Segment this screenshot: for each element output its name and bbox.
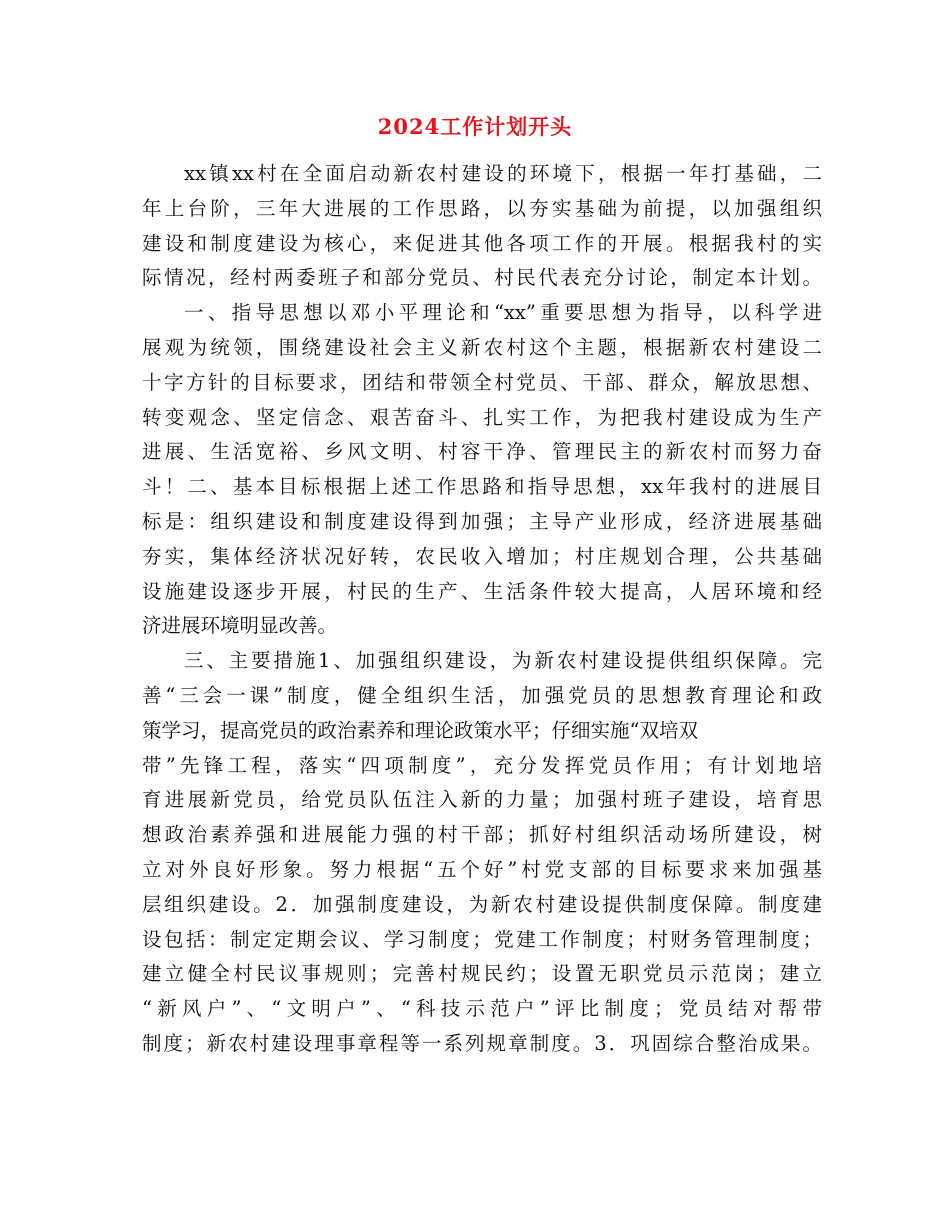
text-line: 际情况，经村两委班子和部分党员、村民代表充分讨论，制定本计划。 (142, 266, 822, 290)
text-line: 十字方针的目标要求，团结和带领全村党员、干部、群众，解放思想、 (142, 370, 822, 394)
text-line: 策学习，提高党员的政治素养和理论政策水平；仔细实施“双培双 (142, 718, 698, 742)
text-line: 制度；新农村建设理事章程等一系列规章制度。3．巩固综合整治成果。 (142, 1031, 822, 1055)
text-line: 济进展环境明显改善。 (142, 614, 338, 638)
text-line: 设施建设逐步开展，村民的生产、生活条件较大提高，人居环境和经 (142, 579, 822, 603)
text-line: 三、主要措施1、加强组织建设，为新农村建设提供组织保障。完 (184, 649, 822, 673)
text-line: 建立健全村民议事规则；完善村规民约；设置无职党员示范岗；建立 (142, 962, 822, 986)
text-line: 善“三会一课”制度，健全组织生活，加强党员的思想教育理论和政 (142, 683, 822, 707)
text-line: “新风户”、“文明户”、“科技示范户”评比制度；党员结对帮带 (142, 997, 822, 1021)
text-line: 带”先锋工程，落实“四项制度”，充分发挥党员作用；有计划地培 (142, 753, 822, 777)
text-line: 设包括：制定定期会议、学习制度；党建工作制度；村财务管理制度； (142, 927, 822, 951)
text-line: 年上台阶，三年大进展的工作思路，以夯实基础为前提，以加强组织 (142, 196, 822, 220)
text-line: 建设和制度建设为核心，来促进其他各项工作的开展。根据我村的实 (142, 231, 822, 255)
text-line: 层组织建设。2．加强制度建设，为新农村建设提供制度保障。制度建 (142, 892, 822, 916)
document-title: 2024工作计划开头 (377, 114, 573, 139)
text-line: 斗！二、基本目标根据上述工作思路和指导思想，xx年我村的进展目 (142, 475, 822, 499)
text-line: 标是：组织建设和制度建设得到加强；主导产业形成，经济进展基础 (142, 509, 822, 533)
text-line: 展观为统领，围绕建设社会主义新农村这个主题，根据新农村建设二 (142, 335, 822, 359)
text-line: xx镇xx村在全面启动新农村建设的环境下，根据一年打基础，二 (184, 162, 822, 185)
text-line: 立对外良好形象。努力根据“五个好”村党支部的目标要求来加强基 (142, 857, 822, 881)
text-line: 转变观念、坚定信念、艰苦奋斗、扎实工作，为把我村建设成为生产 (142, 405, 822, 429)
text-line: 进展、生活宽裕、乡风文明、村容干净、管理民主的新农村而努力奋 (142, 440, 822, 464)
text-line: 一、指导思想以邓小平理论和“xx”重要思想为指导，以科学进 (184, 301, 822, 325)
document-body (142, 157, 822, 1062)
text-line: 育进展新党员，给党员队伍注入新的力量；加强村班子建设，培育思 (142, 788, 822, 812)
text-line: 夯实，集体经济状况好转，农民收入增加；村庄规划合理，公共基础 (142, 544, 822, 568)
text-line: 想政治素养强和进展能力强的村干部；抓好村组织活动场所建设，树 (142, 823, 822, 847)
